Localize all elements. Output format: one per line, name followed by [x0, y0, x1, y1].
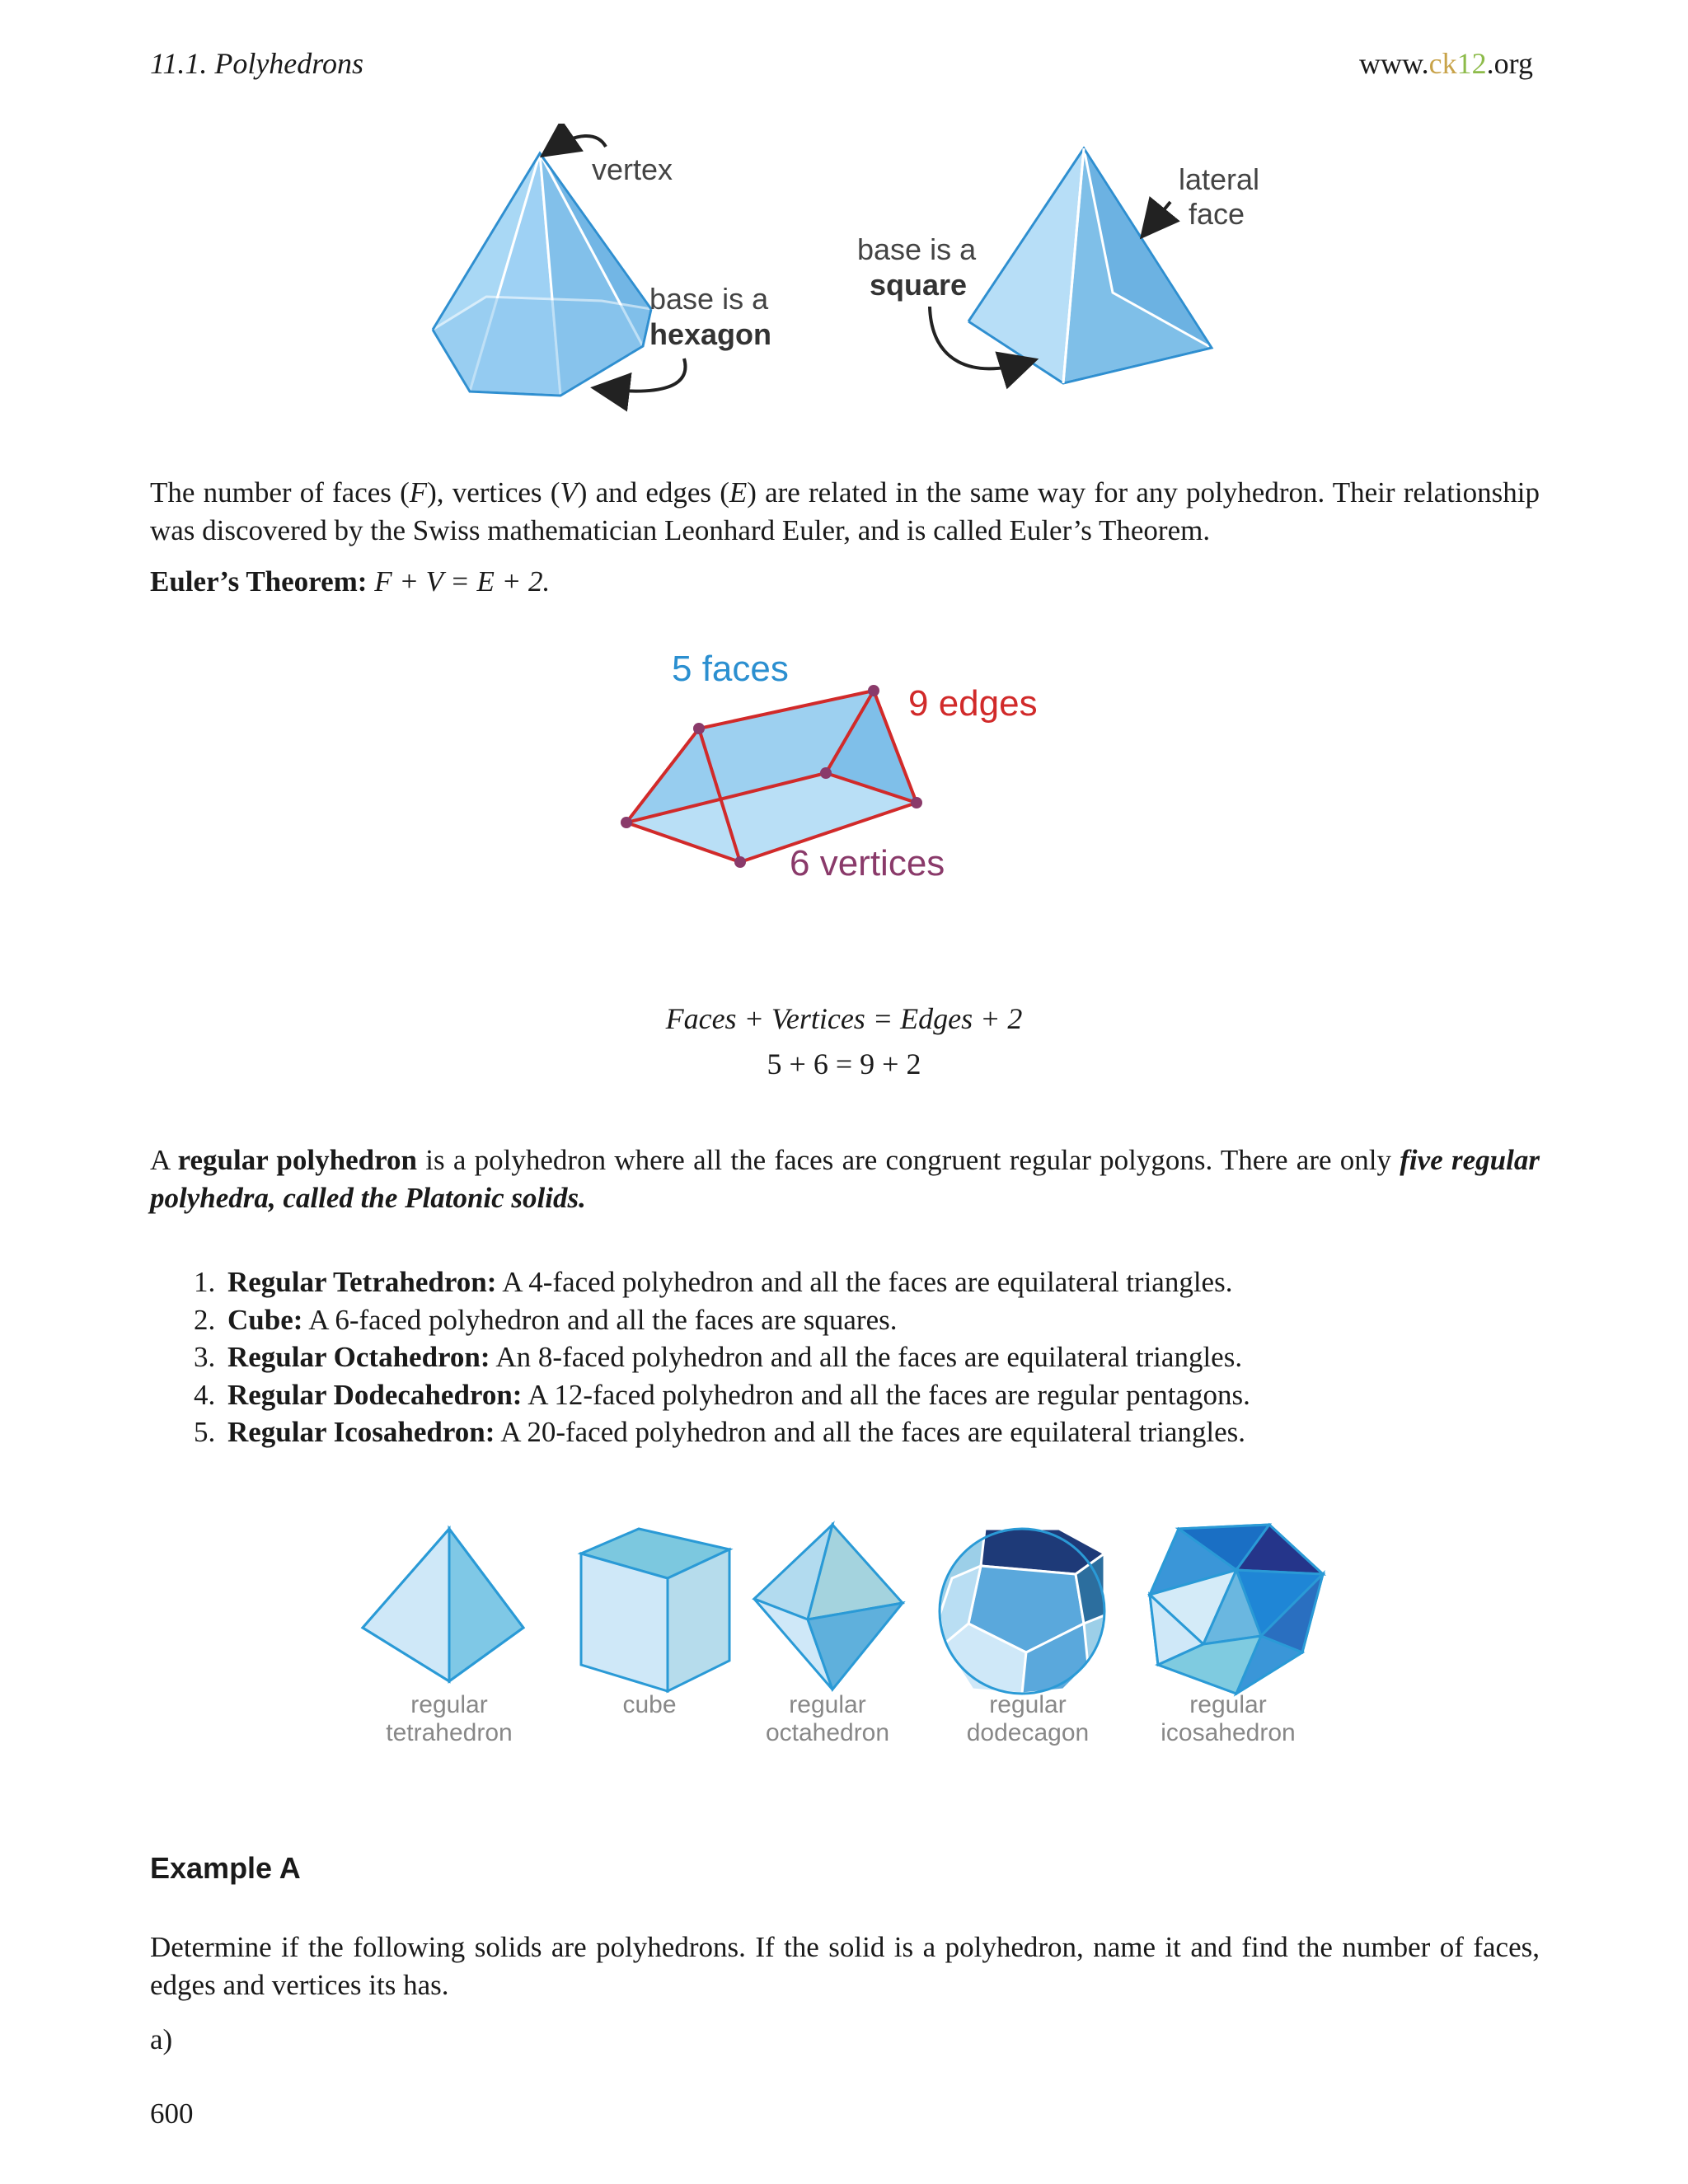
lateral-face-label-1: lateral — [1179, 162, 1260, 196]
square-base-label-2: square — [870, 268, 968, 302]
tetrahedron-shape — [363, 1529, 523, 1681]
octahedron-shape — [754, 1525, 903, 1690]
site-url[interactable]: www.ck12.org — [1359, 47, 1533, 80]
example-part-label: a) — [150, 2023, 173, 2055]
tetrahedron-label-1: regular — [410, 1691, 488, 1718]
edges-count-label: 9 edges — [908, 683, 1038, 724]
icosahedron-shape — [1150, 1525, 1323, 1694]
triangular-prism-figure — [610, 643, 1088, 907]
square-pyramid — [968, 148, 1212, 383]
square-base-label-1: base is a — [857, 232, 977, 266]
platonic-solids-list — [183, 1263, 1250, 1451]
example-text: Determine if the following solids are polyhedrons. If the solid is a polyhedron, name it and find the number of faces, edges and vertices its has. — [150, 1931, 1540, 2001]
list-item: 4. Regular Dodecahedron: A 12-faced polyhedron and all the faces are regular pentagons. — [223, 1376, 1250, 1414]
dodecagon-label-1: regular — [989, 1691, 1067, 1718]
euler-equation-numbers: 5 + 6 = 9 + 2 — [767, 1047, 921, 1080]
tetrahedron-label-2: tetrahedron — [386, 1719, 513, 1746]
euler-equation-words: Faces + Vertices = Edges + 2 — [665, 1002, 1023, 1035]
icosahedron-label-1: regular — [1189, 1691, 1267, 1718]
dodecagon-label-2: dodecagon — [966, 1719, 1090, 1746]
regular-polyhedron-paragraph: A regular polyhedron is a polyhedron where all the faces are congruent regular polygons. There are only five regular polyhedra, called the Platonic solids. — [150, 1144, 1540, 1214]
hexagonal-pyramid — [433, 153, 651, 396]
icosahedron-label-2: icosahedron — [1160, 1719, 1296, 1746]
list-item: 3. Regular Octahedron: An 8-faced polyhedron and all the faces are equilateral triangles. — [223, 1338, 1250, 1376]
cube-shape — [581, 1529, 729, 1691]
example-heading: Example A — [150, 1851, 301, 1885]
list-item: 1. Regular Tetrahedron: A 4-faced polyhedron and all the faces are equilateral triangles. — [223, 1263, 1250, 1301]
list-item: 5. Regular Icosahedron: A 20-faced polyhedron and all the faces are equilateral triangles. — [223, 1413, 1250, 1451]
euler-intro-paragraph: The number of faces (F), vertices (V) and edges (E) are related in the same way for any polyhedron. Their relationship was discovered by the Swiss mathematician Leonhard Euler, and is called Euler’s Theorem. — [150, 476, 1540, 546]
octahedron-label-1: regular — [789, 1691, 866, 1718]
cube-label: cube — [622, 1691, 677, 1718]
section-header: 11.1. Polyhedrons — [150, 47, 363, 80]
hexagon-base-label-2: hexagon — [649, 317, 772, 351]
octahedron-label-2: octahedron — [765, 1719, 890, 1746]
dodecahedron-shape — [940, 1529, 1104, 1694]
hexagon-base-label-1: base is a — [649, 282, 769, 316]
lateral-face-label-2: face — [1189, 197, 1245, 231]
list-item: 2. Cube: A 6-faced polyhedron and all the faces are squares. — [223, 1301, 1250, 1339]
euler-theorem: Euler’s Theorem: F + V = E + 2. — [150, 565, 551, 598]
pyramids-figure — [412, 124, 1269, 412]
vertices-count-label: 6 vertices — [790, 843, 945, 883]
page-number: 600 — [150, 2097, 194, 2130]
platonic-solids-figure — [346, 1500, 1368, 1772]
vertex-label: vertex — [592, 152, 673, 186]
faces-count-label: 5 faces — [672, 649, 789, 689]
